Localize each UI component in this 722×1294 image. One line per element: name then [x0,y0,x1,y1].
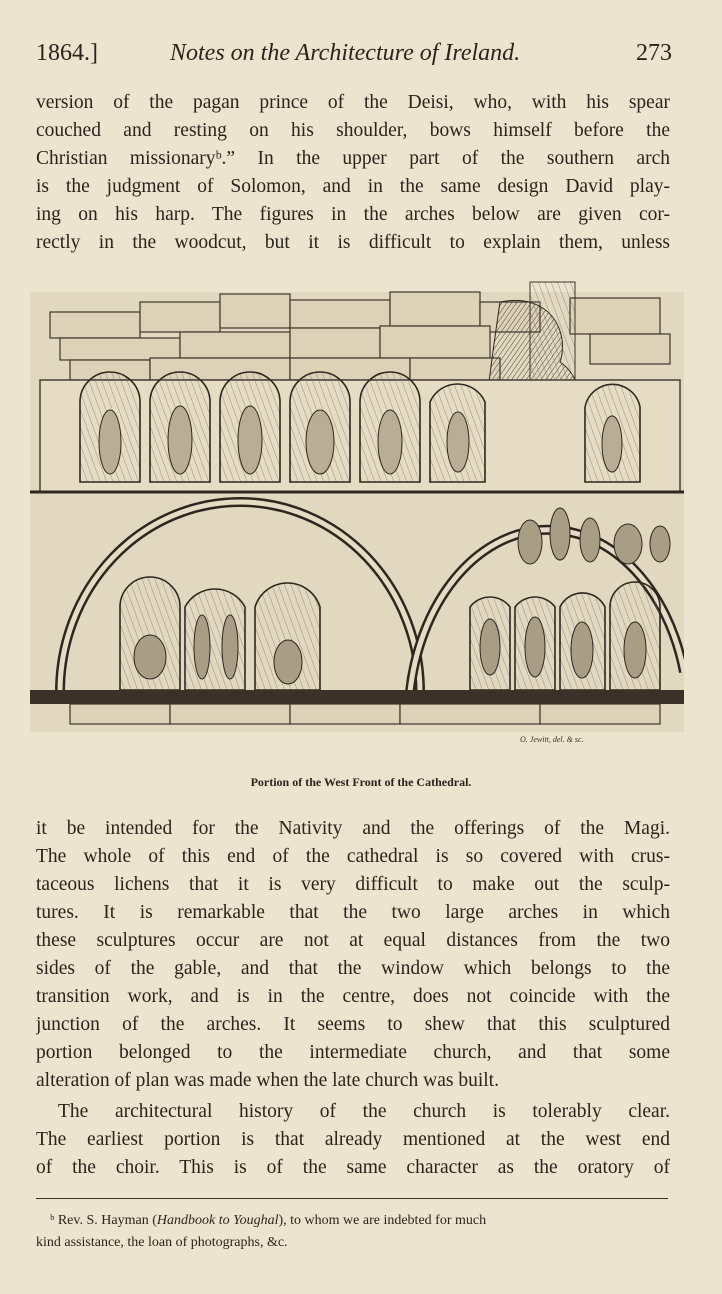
paragraph-2 [36,815,670,1095]
header-running-title: Notes on the Architecture of Ireland. [170,40,521,66]
header-year: 1864.] [36,40,98,66]
footnote-line-2: kind assistance, the loan of photographs, &c. [36,1235,288,1250]
engraver-credit: O. Jewitt, del. & sc. [520,735,584,744]
page-number: 273 [636,40,672,66]
footnote-marker: ᵇ [50,1213,55,1228]
figure-caption: Portion of the West Front of the Cathedral. [250,775,472,789]
footnote-rule [36,1198,668,1199]
text-line: ing on his harp. The figures in the arches below are given cor- [36,204,670,225]
text-line: junction of the arches. It seems to shew that this sculptured [36,1014,670,1035]
text-line: rectly in the woodcut, but it is difficult to explain them, unless [36,232,670,253]
text-line: sides of the gable, and that the window which belongs to the [36,958,670,979]
footnote-line-1 [36,1210,670,1232]
text-line: version of the pagan prince of the Deisi, who, with his spear [36,92,670,113]
footnote [36,1210,670,1254]
footnote-text-before: Rev. S. Hayman ( [54,1213,157,1228]
text-line: The earliest portion is that already mentioned at the west end [36,1129,670,1150]
base-masonry [70,704,660,724]
text-line: tures. It is remarkable that the two large arches in which [36,902,670,923]
text-line: taceous lichens that it is very difficult to make out the sculp- [36,874,670,895]
text-line: The whole of this end of the cathedral is so covered with crus- [36,846,670,867]
text-line: alteration of plan was made when the late church was built. [36,1070,499,1091]
footnote-text-after: ), to whom we are indebted for much [278,1213,487,1228]
text-line: portion belonged to the intermediate church, and that some [36,1042,670,1063]
paragraph-1 [36,89,670,257]
text-line: The architectural history of the church is tolerably clear. [58,1101,670,1122]
paragraph-3 [36,1098,670,1182]
text-line: is the judgment of Solomon, and in the same design David play- [36,176,670,197]
text-line: Christian missionaryᵇ.” In the upper part of the southern arch [36,148,670,169]
text-line: transition work, and is in the centre, does not coincide with the [36,986,670,1007]
cathedral-west-front-engraving [30,272,684,762]
text-line: of the choir. This is of the same character as the oratory of [36,1157,670,1178]
text-line: these sculptures occur are not at equal distances from the two [36,930,670,951]
running-header [36,40,672,76]
text-line: couched and resting on his shoulder, bows himself before the [36,120,670,141]
text-line: it be intended for the Nativity and the offerings of the Magi. [36,818,670,839]
footnote-book-title: Handbook to Youghal [156,1213,279,1228]
